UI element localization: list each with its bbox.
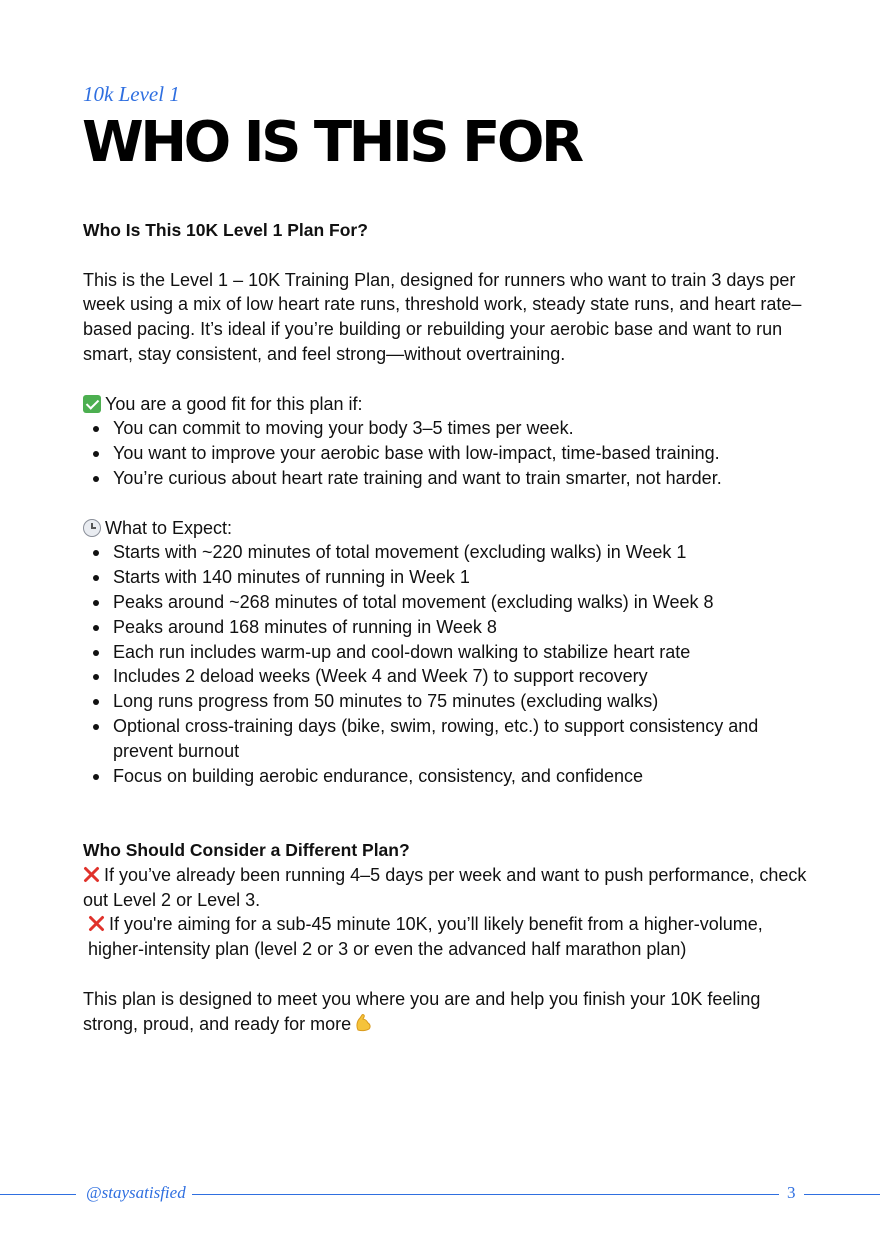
different-plan-item [83,912,813,962]
list-item: Starts with ~220 minutes of total movement (excluding walks) in Week 1 [113,540,813,565]
list-item: Optional cross-training days (bike, swim, rowing, etc.) to support consistency and prevent burnout [113,714,813,764]
different-plan-text: If you’ve already been running 4–5 days per week and want to push performance, check out Level 2 or Level 3. [83,864,807,910]
expect-label: What to Expect: [105,517,233,538]
expect-list [83,540,813,788]
footer-divider [192,1194,779,1195]
intro-paragraph: This is the Level 1 – 10K Training Plan, designed for runners who want to train 3 days per week using a mix of low heart rate runs, threshold work, steady state runs, and heart rate–based pacing. It’s ideal if you’re building or rebuilding your aerobic base and want to run smart, stay consistent, and feel strong—without overtraining. [83,269,802,364]
footer-divider [0,1194,76,1195]
different-plan-heading: Who Should Consider a Different Plan? [83,839,410,860]
closing-text: This plan is designed to meet you where you are and help you finish your 10K feeling strong, proud, and ready for more [83,988,761,1034]
page-content [83,218,813,1036]
cross-mark-icon [88,915,105,932]
clock-icon [83,519,101,537]
flexed-biceps-icon [353,1013,373,1033]
list-item: You want to improve your aerobic base with low-impact, time-based training. [113,441,813,466]
different-plan-item [83,863,813,913]
good-fit-label-row [83,392,813,417]
check-mark-icon [83,395,101,413]
plan-for-heading: Who Is This 10K Level 1 Plan For? [83,220,368,240]
list-item: You’re curious about heart rate training and want to train smarter, not harder. [113,466,813,491]
page-title: WHO IS THIS FOR [82,110,581,175]
footer-divider [804,1194,880,1195]
good-fit-label: You are a good fit for this plan if: [105,393,363,414]
good-fit-list [83,416,813,490]
footer-handle: @staysatisfied [86,1183,186,1202]
page-footer [0,1183,880,1207]
cross-mark-icon [83,866,100,883]
list-item: Peaks around ~268 minutes of total movement (excluding walks) in Week 8 [113,590,813,615]
list-item: Each run includes warm-up and cool-down walking to stabilize heart rate [113,640,813,665]
page-number: 3 [787,1183,796,1202]
closing-paragraph [83,987,813,1037]
list-item: Peaks around 168 minutes of running in Week 8 [113,615,813,640]
list-item: Focus on building aerobic endurance, consistency, and confidence [113,764,813,789]
page-subtitle: 10k Level 1 [83,82,180,106]
expect-label-row [83,516,813,541]
list-item: Starts with 140 minutes of running in Week 1 [113,565,813,590]
list-item: You can commit to moving your body 3–5 times per week. [113,416,813,441]
list-item: Includes 2 deload weeks (Week 4 and Week 7) to support recovery [113,664,813,689]
different-plan-text: If you're aiming for a sub-45 minute 10K, you’ll likely benefit from a higher-volume, higher-intensity plan (level 2 or 3 or even the advanced half marathon plan) [88,914,763,960]
list-item: Long runs progress from 50 minutes to 75 minutes (excluding walks) [113,689,813,714]
